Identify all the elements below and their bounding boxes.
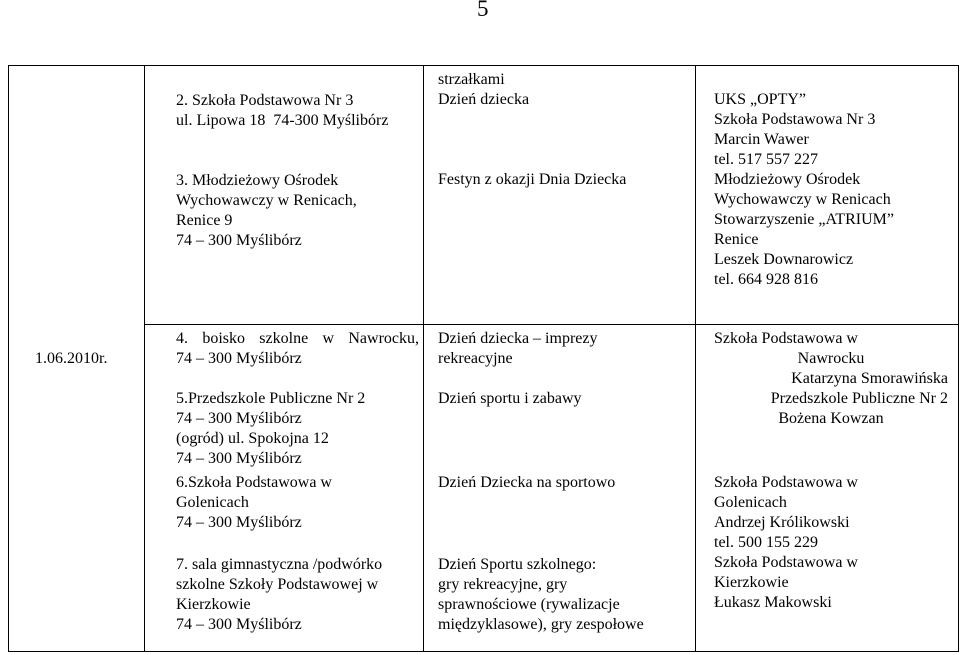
event-line: gry rekreacyjne, gry (438, 576, 568, 593)
place-entry (145, 131, 423, 251)
event-entry (424, 369, 695, 409)
place-entry (145, 325, 423, 369)
table-row (9, 325, 959, 652)
organizer-line: Andrzej Królikowski (714, 514, 850, 531)
place-line: (ogród) ul. Spokojna 12 (176, 430, 329, 447)
event-line: Dzień dziecka (438, 91, 530, 108)
organizer-line: Szkoła Podstawowa Nr 3 (714, 111, 876, 128)
place-line: 3. Młodzieżowy Ośrodek (176, 172, 339, 189)
organizer-line: Szkoła Podstawowa w (714, 474, 858, 491)
event-entry (424, 66, 695, 110)
organizer-line: Łukasz Makowski (714, 594, 832, 611)
organizer-line: Katarzyna Smorawińska (791, 370, 948, 387)
event-line: rekreacyjne (438, 350, 513, 367)
organizer-line: Nawrocku (797, 350, 865, 367)
organizer-line: Kierzkowie (714, 574, 789, 591)
organizer-cell (696, 325, 959, 652)
organizer-line: Szkoła Podstawowa w (714, 554, 858, 571)
organizer-line: Renice (714, 231, 759, 248)
event-cell (424, 325, 696, 652)
events-table (8, 65, 959, 652)
place-line: 4. boisko szkolne w Nawrocku, (176, 330, 419, 347)
event-line: Dzień sportu i zabawy (438, 390, 582, 407)
date-cell (9, 66, 145, 652)
organizer-line: Marcin Wawer (714, 131, 809, 148)
place-entry (145, 369, 423, 469)
organizer-line: Przedszkole Publiczne Nr 2 (770, 390, 948, 407)
place-line: 74 – 300 Myślibórz (176, 514, 302, 531)
event-line: Dzień Sportu szkolnego: (438, 556, 597, 573)
event-line: Dzień Dziecka na sportowo (438, 474, 616, 491)
place-line: 5.Przedszkole Publiczne Nr 2 (176, 390, 366, 407)
place-line: 74 – 300 Myślibórz (176, 350, 302, 367)
organizer-line: Szkoła Podstawowa w (714, 330, 858, 347)
organizer-entry (696, 389, 958, 429)
place-line: ul. Lipowa 18 74-300 Myślibórz (176, 112, 389, 129)
organizer-entry (696, 170, 958, 290)
organizer-cell (696, 66, 959, 325)
place-entry (145, 469, 423, 533)
organizer-line: tel. 517 557 227 (714, 151, 818, 168)
organizer-entry (696, 325, 958, 389)
event-line: strzałkami (438, 71, 505, 88)
place-line: 74 – 300 Myślibórz (176, 232, 302, 249)
page-number: 5 (477, 0, 489, 21)
organizer-entry (696, 429, 958, 553)
organizer-line: Młodzieżowy Ośrodek (714, 171, 861, 188)
event-cell (424, 66, 696, 325)
organizer-entry (696, 66, 958, 170)
organizer-line: UKS „OPTY” (714, 91, 806, 108)
event-line: międzyklasowe), gry zespołowe (438, 616, 644, 633)
place-line: 74 – 300 Myślibórz (176, 410, 302, 427)
place-entry (145, 66, 423, 131)
organizer-line: Golenicach (714, 494, 787, 511)
organizer-line: Bożena Kowzan (778, 410, 884, 427)
event-entry (424, 493, 695, 635)
event-entry (424, 110, 695, 190)
place-line: Renice 9 (176, 212, 233, 229)
place-line: Golenicach (176, 494, 249, 511)
place-line: Kierzkowie (176, 596, 251, 613)
place-line: szkolne Szkoły Podstawowej w (176, 576, 379, 593)
organizer-entry (696, 553, 958, 613)
event-entry (424, 325, 695, 369)
organizer-line: Stowarzyszenie „ATRIUM” (714, 211, 894, 228)
place-cell (145, 66, 424, 325)
table-row (9, 66, 959, 325)
event-line: sprawnościowe (rywalizacje (438, 596, 620, 613)
organizer-line: tel. 500 155 229 (714, 534, 818, 551)
place-line: Wychowawczy w Renicach, (176, 192, 357, 209)
event-line: Dzień dziecka – imprezy (438, 330, 598, 347)
place-line: 7. sala gimnastyczna /podwórko (176, 556, 383, 573)
event-line: Festyn z okazji Dnia Dziecka (438, 171, 627, 188)
place-line: 2. Szkoła Podstawowa Nr 3 (176, 92, 354, 109)
place-entry (145, 533, 423, 635)
organizer-line: Leszek Downarowicz (714, 251, 854, 268)
place-line: 74 – 300 Myślibórz (176, 616, 302, 633)
organizer-line: tel. 664 928 816 (714, 271, 818, 288)
place-line: 6.Szkoła Podstawowa w (176, 474, 332, 491)
organizer-line: Wychowawczy w Renicach (714, 191, 891, 208)
event-entry (424, 409, 695, 493)
event-date: 1.06.2010r. (35, 349, 108, 367)
place-cell (145, 325, 424, 652)
place-line: 74 – 300 Myślibórz (176, 450, 302, 467)
